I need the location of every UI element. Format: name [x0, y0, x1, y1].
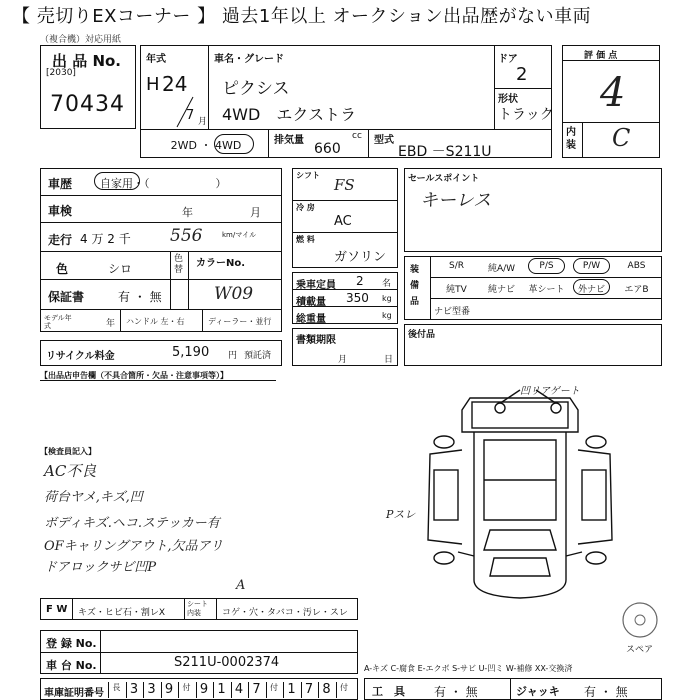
banner-title: 【 売切りEXコーナー 】 過去1年以上 オークション出品歴がない車両 [12, 6, 592, 27]
equipment-item: S/R [449, 261, 464, 271]
mileage-hand: 556 [170, 226, 203, 246]
equipment-item: 純ナビ [487, 285, 515, 295]
equipment-item: エアB [624, 285, 649, 295]
color-no-label: カラーNo. [196, 258, 246, 269]
vehicle-grade: 4WD エクストラ [222, 105, 357, 124]
cert-digit: 7 [248, 682, 264, 698]
jack-value: 有 ・ 無 [584, 685, 628, 699]
color-value: シロ [108, 262, 133, 276]
color-label: 色 [56, 262, 69, 276]
capacity-label: 乗車定員 [296, 280, 336, 291]
equipment-selected-circle [573, 279, 610, 295]
ac-value: AC [334, 214, 352, 229]
equipment-item: 外ナビ [577, 285, 605, 295]
cert-digit: 9 [161, 682, 177, 698]
truck-diagram [410, 380, 630, 610]
aftermarket-box [404, 324, 662, 366]
color-no-value: W09 [214, 284, 254, 304]
fuel-label: 燃 料 [296, 235, 315, 244]
load-unit: kg [382, 294, 392, 303]
weight-label: 総重量 [296, 314, 326, 325]
handle-value: ハンドル 左・右 [126, 317, 185, 326]
shape-label: 形状 [498, 94, 518, 105]
chassis-value: S211U-0002374 [174, 655, 280, 670]
sales-text: キーレス [420, 190, 492, 211]
cert-digit: 長 [108, 682, 124, 698]
month-unit: 月 [198, 117, 208, 127]
chassis-label: 車 台 No. [46, 659, 97, 672]
lot-label: 出 品 No. [52, 52, 122, 70]
load-value: 350 [346, 291, 369, 305]
nav-model-label: ナビ型番 [434, 307, 471, 317]
cert-digit: 付 [266, 682, 282, 698]
cert-digit: 3 [143, 682, 159, 698]
diagram-note-side: Pスレ [386, 508, 416, 521]
inspection-label: 車検 [48, 204, 73, 218]
interior-value: C [612, 124, 631, 152]
equipment-item: P/W [582, 261, 601, 271]
tools-value: 有 ・ 無 [434, 685, 478, 699]
spare-tire [618, 600, 664, 640]
history-label: 車歴 [48, 177, 73, 191]
seat-label: シート内装 [187, 600, 208, 617]
cert-digit: 3 [126, 682, 142, 698]
mileage-prefix: 4 万 2 千 [80, 232, 131, 246]
equipment-item: P/S [539, 261, 554, 271]
month-value: 7 [186, 108, 195, 123]
recycle-unit: 円 [228, 351, 238, 361]
note-line-1: AC不良 [44, 462, 97, 480]
recycle-amount: 5,190 [172, 345, 210, 360]
fw-mark: A [236, 578, 246, 593]
equipment-selected-circle [528, 258, 565, 274]
doors-label: ドア [498, 54, 518, 65]
model-label: 型式 [374, 135, 394, 146]
recycle-label: リサイクル料金 [46, 351, 115, 362]
cert-digit: 1 [213, 682, 229, 698]
displacement-label: 排気量 [274, 135, 304, 146]
color-change-label: 色替 [174, 254, 184, 275]
cert-digit: 9 [196, 682, 212, 698]
capacity-value: 2 [356, 274, 364, 288]
cert-label: 車庫証明番号 [44, 688, 104, 699]
note-line-2: 荷台ヤメ,キズ,凹 [44, 490, 143, 505]
fw-label: F W [46, 604, 68, 615]
cert-digit: 7 [301, 682, 317, 698]
diagram-note-top: 凹リアゲート [520, 386, 580, 397]
private-use-circle [94, 172, 140, 190]
fuel-value: ガソリン [334, 250, 387, 265]
tools-label: 工 具 [372, 685, 405, 698]
lot-tag: [2030] [46, 68, 76, 78]
cert-digit: 8 [318, 682, 334, 698]
docs-label: 書類期限 [296, 335, 336, 346]
year-era: H [146, 74, 160, 95]
spare-label: スペア [626, 645, 654, 655]
model-year-label: モデル年式 [44, 314, 72, 330]
mileage-label: 走行 [48, 233, 73, 247]
registration-label: 登 録 No. [46, 637, 97, 650]
inspector-title: 【検査員記入】 [40, 447, 96, 456]
shape-value: トラック [498, 107, 554, 123]
equipment-item: ABS [627, 261, 646, 271]
cert-digit: 1 [283, 682, 299, 698]
warranty-value: 有 ・ 無 [118, 290, 162, 304]
equipment-label: 装 備 品 [410, 265, 420, 307]
interior-label: 内装 [566, 127, 576, 151]
year-label: 年式 [146, 54, 166, 65]
load-label: 積載量 [296, 297, 326, 308]
inspection-month: 月 [250, 206, 261, 219]
docs-day: 日 [384, 355, 394, 365]
name-label: 車名・グレード [214, 54, 284, 65]
history-value: 自家用・（ ） [100, 177, 227, 190]
damage-legend: A-キズ C-腐食 E-エクボ S-サビ U-凹ミ W-補修 XX-交換済 [364, 664, 573, 673]
displacement-value: 660 [314, 141, 341, 157]
shift-label: シフト [296, 171, 320, 180]
equipment-item: 純TV [446, 285, 467, 295]
grade-label: 評 価 点 [584, 51, 618, 61]
equipment-item: 純A/W [487, 264, 516, 274]
notes-title: 【出品店申告欄（不具合箇所・欠品・注意事項等）】 [40, 371, 228, 380]
recycle-note: 預託済 [244, 351, 272, 361]
warranty-label: 保証書 [48, 290, 85, 304]
equipment-item: 革シート [528, 285, 565, 295]
seat-text: コゲ・穴・タバコ・汚レ・スレ [222, 608, 348, 618]
jack-label: ジャッキ [516, 685, 560, 698]
displacement-unit: cc [352, 131, 362, 141]
shift-value: FS [334, 176, 355, 194]
model-value: EBD －S211U [398, 144, 492, 160]
note-line-5: ドアロックサビ凹P [44, 560, 157, 575]
doors-value: 2 [516, 64, 528, 85]
vehicle-name: ピクシス [222, 79, 290, 99]
fw-text: キズ・ヒビ石・割レX [78, 608, 165, 618]
note-line-3: ボディキズ.ヘコ.ステッカー有 [44, 516, 220, 531]
form-subtitle: （複合機）対応用紙 [40, 35, 122, 45]
cert-digit: 付 [178, 682, 194, 698]
capacity-unit: 名 [382, 279, 392, 289]
docs-month: 月 [338, 355, 348, 365]
ac-label: 冷 房 [296, 203, 315, 212]
note-line-4: OFキャリングアウト,欠品アリ [44, 539, 224, 554]
aftermarket-label: 後付品 [408, 330, 436, 340]
grade-score: 4 [600, 70, 626, 116]
cert-digit: 4 [231, 682, 247, 698]
weight-unit: kg [382, 311, 392, 320]
dealer-value: ディーラー・並行 [208, 317, 272, 326]
year-value: 24 [162, 72, 188, 96]
inspection-year: 年 [182, 206, 193, 219]
lot-number: 70434 [50, 92, 125, 117]
equipment-selected-circle [573, 258, 610, 274]
cert-digit: 付 [336, 682, 352, 698]
model-year-unit: 年 [106, 319, 116, 329]
sales-label: セールスポイント [408, 174, 480, 184]
history-box [40, 168, 282, 332]
mileage-unit: km/マイル [222, 231, 257, 239]
drive-options: 2WD ・ 4WD [170, 139, 242, 152]
drive-4wd-circle [214, 134, 254, 154]
